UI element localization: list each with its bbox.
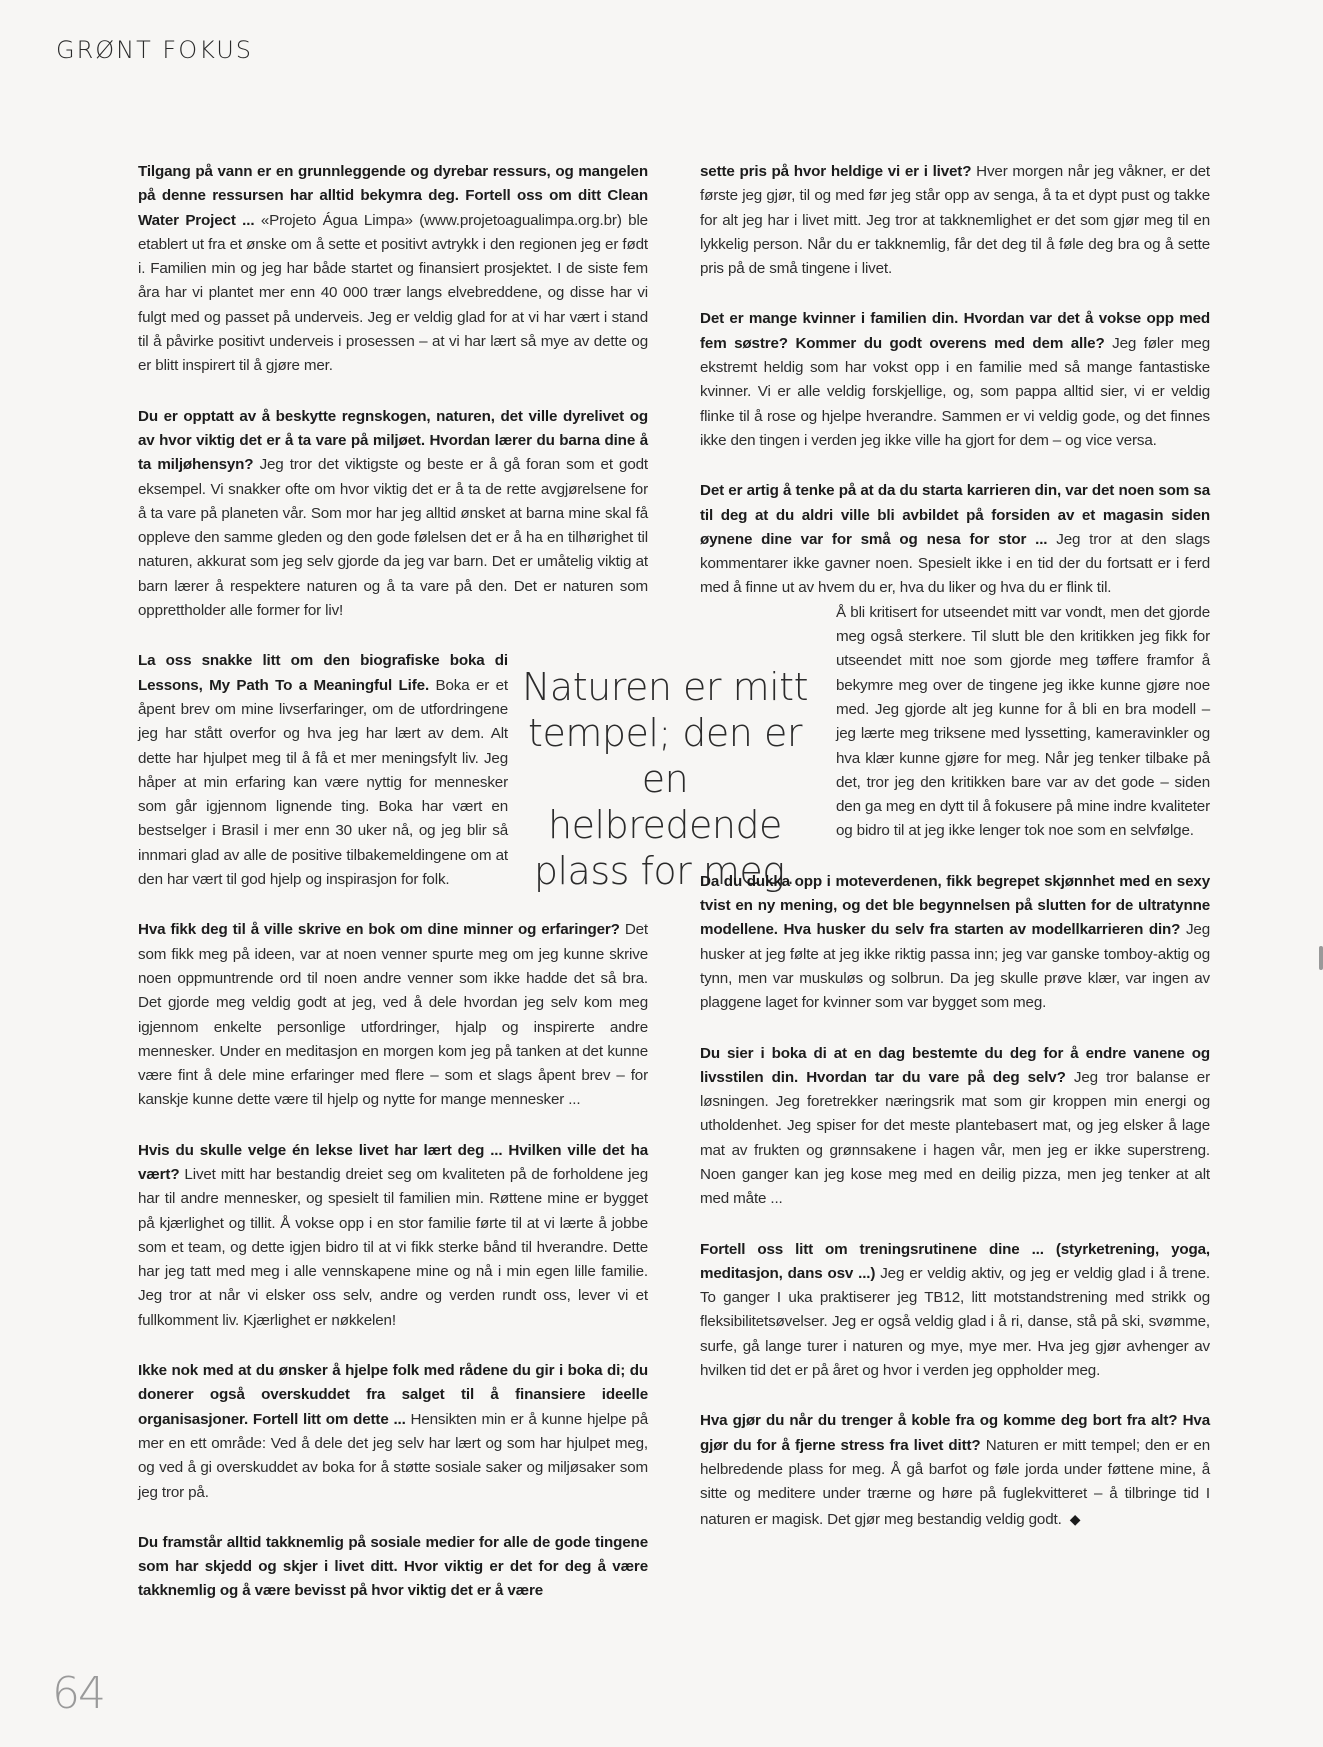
question: Tilgang på vann er en grunnleggende og dyrebar ressurs, og mangelen på denne ressursen har alltid bekymra deg. Fortell oss om ditt Clean Water Project ...	[138, 163, 648, 229]
left-column	[138, 160, 648, 1630]
answer: Jeg husker at jeg følte at jeg ikke riktig passa inn; jeg var ganske tomboy-aktig og tynn, men var muskuløs og solbrun. Da jeg skulle prøve klær, var ingen av plaggene laget for kvinner som var bygget som meg.	[700, 921, 1210, 1012]
answer: Jeg er veldig aktiv, og jeg er veldig glad i å trene. To ganger I uka praktiserer jeg TB12, litt motstandstrening med strikk og fleksibilitetsøvelser. Jeg er også veldig glad i å ri, danse, stå på ski, svømme, surfe, gå lange turer i naturen og mye, mye mer. Hva jeg gjør avhenger av hvilken tid det er på året og hvor i verden jeg oppholder meg.	[700, 1264, 1210, 1380]
answer: «Projeto Água Limpa» (www.projetoagualimpa.org.br) ble etablert ut fra et ønske om å sette et positivt avtrykk i den regionen jeg er født i. Familien min og jeg har både startet og finansiert prosjektet. I de siste fem åra har vi plantet mer enn 40 000 trær langs elvebreddene, og disse har vi fulgt med og passet på underveis. Jeg er veldig glad for at vi har vært i stand til å påvirke positivt underveis i prosessen – at vi har lært så mye av dette og er blitt inspirert til å gjøre mer.	[138, 211, 648, 375]
qa-block	[138, 160, 648, 379]
qa-block	[700, 1409, 1210, 1531]
qa-block	[700, 1042, 1210, 1212]
question: sette pris på hvor heldige vi er i livet?	[700, 163, 972, 180]
qa-block	[138, 649, 508, 892]
qa-block	[700, 870, 1210, 1016]
question: Du sier i boka di at en dag bestemte du deg for å endre vanene og livsstilen din. Hvordan tar du vare på deg selv?	[700, 1044, 1210, 1086]
answer: Boka er et åpent brev om mine livserfaringer, om de utfordringene jeg har stått overfor og hva jeg har lært av dem. Alt dette har hjulpet meg til å få et mer meningsfylt liv. Jeg håper at min erfaring kan være nyttig for mennesker som går igjennom lignende ting. Boka har vært en bestselger i Brasil i mer enn 30 uker nå, og jeg blir så innmari glad av alle de positive tilbakemeldingene om at den har vært til god hjelp og inspirasjon for folk.	[138, 676, 508, 889]
page-edge-mark	[1319, 946, 1323, 970]
answer: Å bli kritisert for utseendet mitt var vondt, men det gjorde meg også sterkere. Til slutt ble den kritikken jeg fikk for utseendet mitt noe som gjorde meg tøffere framfor å bekymre meg over de tingene jeg ikke kunne gjøre noe med. Jeg gjorde alt jeg kunne for å bli en bra modell – jeg lærte meg triksene med lyssetting, kameravinkler og hva klær kunne gjøre for meg. Når jeg tenker tilbake på det, tror jeg den kritikken bare var av det gode – siden den ga meg en dytt til å fokusere på mine indre kvaliteter og bidro til at jeg ikke lenger tok noe som en selvfølge.	[836, 603, 1210, 840]
answer: Hensikten min er å kunne hjelpe på mer en ett område: Ved å dele det jeg selv har lært og som har hjulpet meg, og ved å gi overskuddet av boka for å støtte sosiale saker og miljøsaker som jeg tror på.	[138, 1410, 648, 1501]
section-label: GRØNT FOKUS	[56, 36, 253, 64]
answer: Jeg tror at den slags kommentarer ikke gavner noen. Spesielt ikke i en tid der du fortsatt er i ferd med å finne ut av hvem du er, hva du liker og hva du er flink til.	[700, 530, 1210, 597]
answer: Livet mitt har bestandig dreiet seg om kvaliteten på de forholdene jeg har til andre mennesker, og spesielt til familien min. Røttene mine er bygget på kjærlighet og tillit. Å vokse opp i en stor familie førte til at vi lærte å jobbe som et team, og dette igjen bidro til at vi fikk sterke bånd til hverandre. Dette har jeg tatt med meg i alle vennskapene mine og nå i min egen lille familie. Jeg tror at når vi elsker oss selv, andre og verden rundt oss, lever vi et fullkomment liv. Kjærlighet er nøkkelen!	[138, 1165, 648, 1329]
answer: Det som fikk meg på ideen, var at noen venner spurte meg om jeg kunne skrive noen oppmuntrende ord til noen andre venner som ikke hadde det så bra. Det gjorde meg veldig godt at jeg, ved å dele hvordan jeg selv kom meg igjennom enkelte personlige utfordringer, hjalp og inspirerte andre mennesker. Under en meditasjon en morgen kom jeg på tanken at det kunne være fint å dele mine erfaringer med flere – som et slags åpent brev – for kanskje kunne dette være til hjelp og nytte for mange mennesker ...	[138, 921, 648, 1109]
qa-block	[138, 1359, 648, 1505]
question: La oss snakke litt om den biografiske boka di Lessons, My Path To a Meaningful Life.	[138, 652, 508, 694]
answer: Naturen er mitt tempel; den er en helbredende plass for meg. Å gå barfot og føle jorda under føttene mine, å sitte og meditere under trærne og høre på fuglekvitteret – å tilbringe tid I naturen er magisk. Det gjør meg bestandig veldig godt.	[700, 1436, 1210, 1528]
qa-block	[700, 479, 1210, 600]
question: Fortell oss litt om treningsrutinene dine ... (styrketrening, yoga, meditasjon, dans osv ...)	[700, 1240, 1210, 1282]
question: Hva gjør du når du trenger å koble fra og komme deg bort fra alt? Hva gjør du for å fjerne stress fra livet ditt?	[700, 1412, 1210, 1454]
right-column	[700, 160, 1210, 1558]
question: Ikke nok med at du ønsker å hjelpe folk med rådene du gir i boka di; du donerer også overskuddet fra salget til å finansiere ideelle organisasjoner. Fortell litt om dette ...	[138, 1362, 648, 1428]
answer: Hver morgen når jeg våkner, er det første jeg gjør, til og med før jeg står opp av senga, å ta et dypt pust og takke for alt jeg har i livet mitt. Jeg tror at takknemlighet er det som gjør meg til en lykkelig person. Når du er takknemlig, får det deg til å føle deg bra og å sette pris på de små tingene i livet.	[700, 163, 1211, 278]
qa-block	[700, 160, 1210, 281]
qa-block	[138, 918, 648, 1112]
question: Du er opptatt av å beskytte regnskogen, naturen, det ville dyrelivet og av hvor viktig det er å ta vare på miljøet. Hvordan lærer du barna dine å ta miljøhensyn?	[138, 407, 648, 474]
pull-quote: Naturen er mitt tempel; den er en helbredende plass for meg.	[522, 665, 808, 893]
question: Hvis du skulle velge én lekse livet har lært deg ... Hvilken ville det ha vært?	[138, 1141, 648, 1183]
question: Du framstår alltid takknemlig på sosiale medier for alle de gode tingene som har skjedd og skjer i livet ditt. Hvor viktig er det for deg å være takknemlig og å være bevisst på hvor viktig det er å være	[138, 1533, 648, 1600]
answer: Jeg føler meg ekstremt heldig som har vokst opp i en familie med så mange fantastiske kvinner. Vi er alle veldig forskjellige, og, som pappa alltid sier, vi er veldig flinke til å rose og hjelpe hverandre. Sammen er vi veldig gode, og det finnes ikke den tingen i verden jeg ikke ville ha gjort for dem – og vice versa.	[700, 334, 1210, 449]
question: Det er artig å tenke på at da du starta karrieren din, var det noen som sa til deg at du aldri ville bli avbildet på forsiden av et magasin siden øynene dine var for små og nesa for stor ...	[700, 482, 1210, 548]
end-mark-icon: ◆	[1069, 1510, 1081, 1527]
question: Det er mange kvinner i familien din. Hvordan var det å vokse opp med fem søstre? Kommer du godt overens med dem alle?	[700, 310, 1210, 352]
qa-block	[700, 1238, 1210, 1384]
answer: Jeg tror balanse er løsningen. Jeg foretrekker næringsrik mat som gir kroppen min energi og utholdenhet. Jeg spiser for det meste plantebasert mat, og jeg elsker å lage mat av frukten og grønnsakene i hagen vår, men jeg er ikke superstreng. Noen ganger kan jeg kose meg med en deilig pizza, men jeg tenker at alt med måte ...	[700, 1068, 1210, 1208]
question: Da du dukka opp i moteverdenen, fikk begrepet skjønnhet med en sexy tvist en ny mening, og det ble begynnelsen på slutten for de ultratynne modellene. Hva husker du selv fra starten av modellkarrieren din?	[700, 872, 1210, 939]
page-number: 64	[52, 1668, 104, 1719]
qa-block	[138, 1531, 648, 1604]
question: Hva fikk deg til å ville skrive en bok om dine minner og erfaringer?	[138, 921, 620, 939]
qa-block	[138, 405, 648, 624]
qa-block	[700, 307, 1210, 453]
qa-block	[138, 1139, 648, 1333]
qa-block	[836, 601, 1210, 844]
answer: Jeg tror det viktigste og beste er å gå foran som et godt eksempel. Vi snakker ofte om hvor viktig det er å ta de rette avgjørelsene for å ta vare på planeten vår. Som mor har jeg alltid ønsket at barna mine skal få oppleve den samme gleden og den gode følelsen det er å ha en tilhørighet til naturen, akkurat som jeg selv gjorde da jeg var barn. Det er umåtelig viktig at barn lærer å respektere naturen og å ta vare på den. Det er naturen som opprettholder alle former for liv!	[138, 456, 648, 620]
